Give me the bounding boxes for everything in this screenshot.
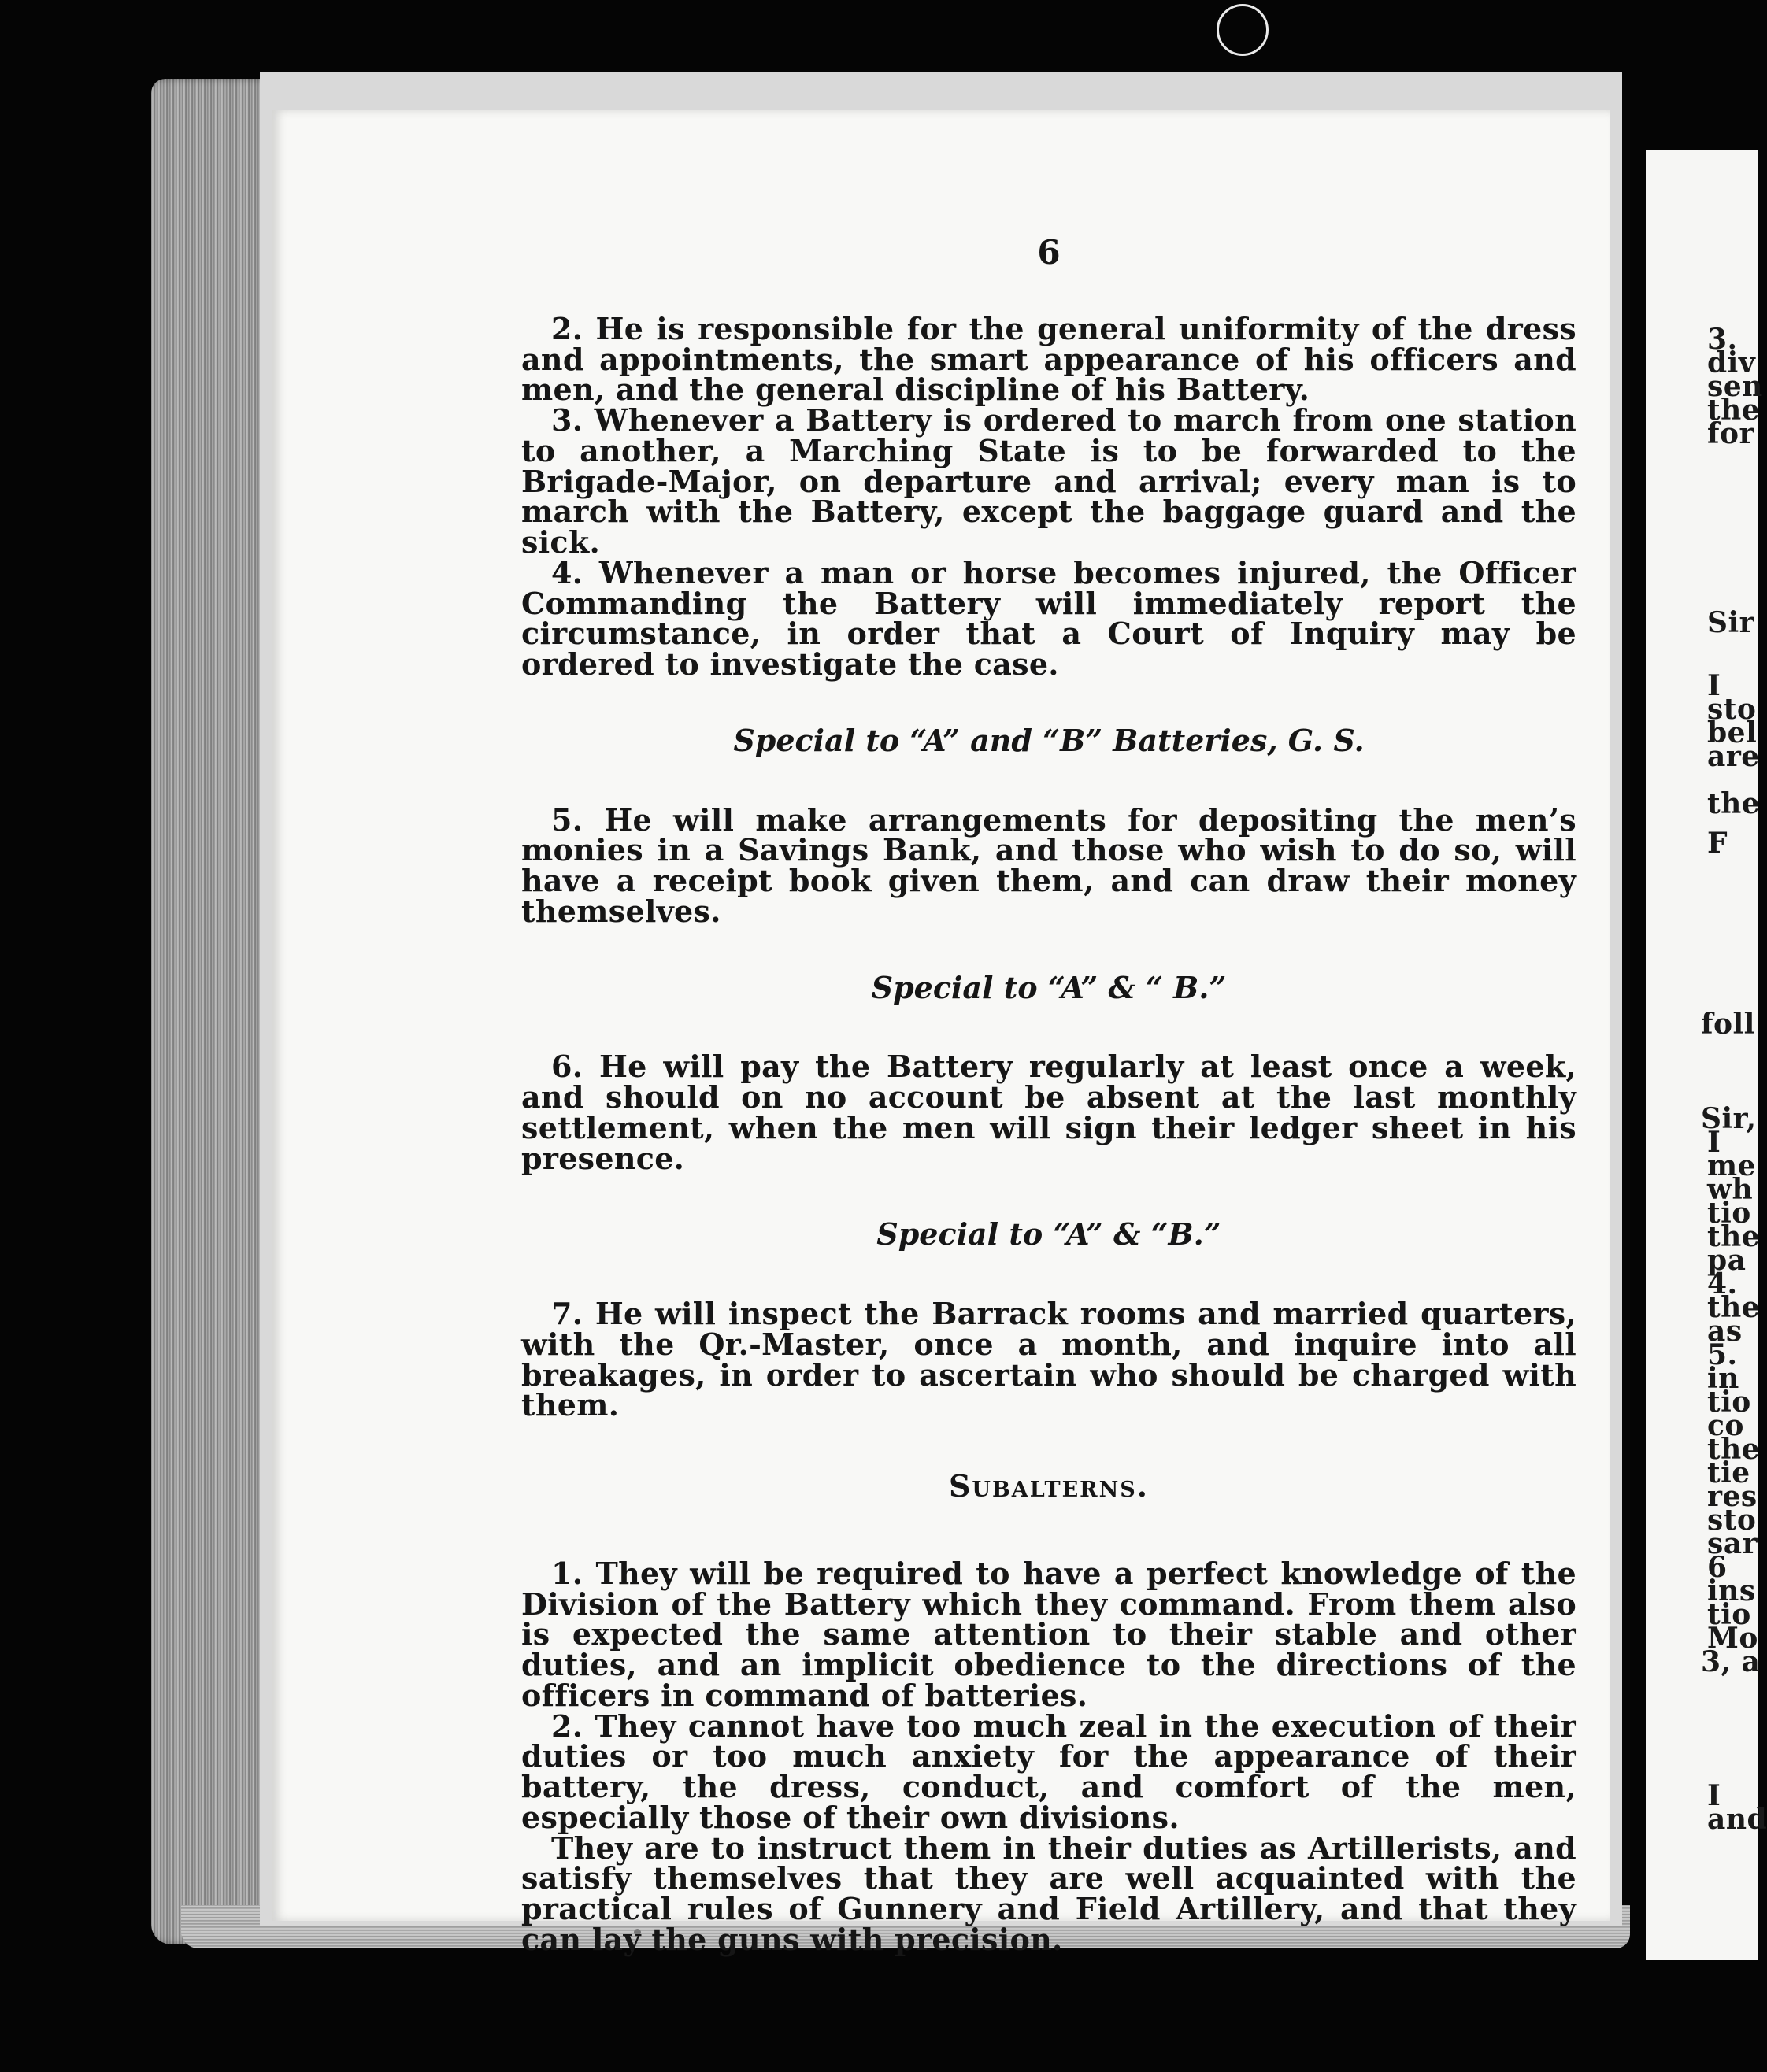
right-page-fragment: tio [1707,1598,1751,1631]
right-page-fragment: I [1707,669,1721,702]
right-page-fragment: 3. [1707,323,1738,356]
right-page-fragment: foll [1701,1008,1755,1041]
right-page-fragment: Sir [1707,606,1755,639]
paragraph: 6. He will pay the Battery regularly at least once a week, and should on no account be absent at the last monthly settlement, when the men will sign their ledger sheet in his presence. [521,1049,1576,1176]
right-page-fragment: wh [1707,1173,1754,1206]
right-page-fragment: tio [1707,1197,1751,1230]
page-number: 6 [1037,233,1061,272]
thread-loop [1217,4,1269,56]
page-stack-edge [151,79,269,1944]
section-heading: Subalterns. [948,1468,1150,1504]
right-page-fragment: the [1707,787,1761,820]
right-page-fragment: the [1707,394,1761,427]
right-page-fragment: bel [1707,716,1758,749]
right-page-fragment: 5. [1707,1338,1738,1371]
paragraph: 7. He will inspect the Barrack rooms and married quarters, with the Qr.-Master, once a month, and inquire into all breakages, in order to ascertain who should be charged with them. [521,1296,1576,1423]
section-heading: Special to “A” and “B” Batteries, G. S. [733,722,1365,758]
right-page-edge [1646,150,1767,1960]
paragraph: They are to instruct them in their duties as Artillerists, and satisfy themselves that they are well acquainted with the practical rules of Gunnery and Field Artillery, and that they can lay the guns with precision. [521,1830,1576,1957]
right-page-fragment: sto [1707,1504,1757,1537]
paragraph: 4. Whenever a man or horse becomes injured, the Officer Commanding the Battery will immediately report the circumstance, in order that a Court of Inquiry may be ordered to investigate the case. [521,554,1576,683]
right-page-fragment: tio [1707,1386,1751,1419]
right-page-fragment: sar [1707,1527,1758,1560]
right-page-fragment: I [1707,1126,1721,1159]
right-page-fragment: Sir, [1701,1102,1757,1135]
right-page-fragment: I [1707,1779,1721,1812]
page-content [521,233,1576,1957]
right-page-fragment: 4. [1707,1267,1738,1301]
right-page-fragment: sen [1707,370,1763,403]
right-page-fragment: the [1707,1220,1761,1253]
right-page-fragment: for [1707,417,1754,450]
right-page-fragment: in [1707,1362,1739,1395]
paragraph: 3. Whenever a Battery is ordered to march from one station to another, a Marching State is to be forwarded to the Brigade-Major, on departure and arrival; every man is to march with the Battery, except the baggage guard and the sick. [521,402,1576,561]
right-page-fragment: Mo [1707,1622,1758,1655]
right-page-fragment: co [1707,1409,1744,1442]
right-page-fragment: are [1707,740,1760,773]
right-page-fragment: F [1707,827,1728,860]
right-page-fragment: res [1707,1480,1758,1513]
section-heading: Special to “A” & “ B.” [871,969,1227,1005]
right-page-fragment: the [1707,1433,1761,1466]
paragraph: 2. He is responsible for the general uniformity of the dress and appointments, the smart appearance of his officers and men, and the general discipline of his Battery. [521,310,1576,408]
paragraph: 1. They will be required to have a perfect knowledge of the Division of the Battery which they command. From them also is expected the same attention to their stable and other duties, and an implicit obedience to the directions of the officers in command of batteries. [521,1555,1576,1713]
section-heading: Special to “A” & “B.” [876,1216,1221,1252]
right-page-fragment: as [1707,1315,1743,1348]
right-page-fragment: div [1707,346,1756,379]
right-page-fragment: sto [1707,693,1757,726]
right-page-fragment: 3, a [1701,1645,1761,1678]
right-page-fragment: pa [1707,1244,1747,1277]
paragraph: 5. He will make arrangements for depositing the men’s monies in a Savings Bank, and those who wish to do so, will have a receipt book given them, and can draw their money themselves. [521,801,1576,929]
right-page-fragment: the [1707,1291,1761,1324]
right-page-fragment: 6 [1707,1551,1728,1584]
right-page-fragment: me [1707,1149,1756,1182]
paragraph: 2. They cannot have too much zeal in the execution of their duties or too much anxiety for the appearance of their battery, the dress, conduct, and comfort of the men, especially those of their own divisions. [521,1708,1576,1835]
right-page-fragment: tie [1707,1456,1750,1489]
right-page-fragment: and [1707,1803,1767,1836]
right-page-fragment: ins [1707,1574,1756,1608]
